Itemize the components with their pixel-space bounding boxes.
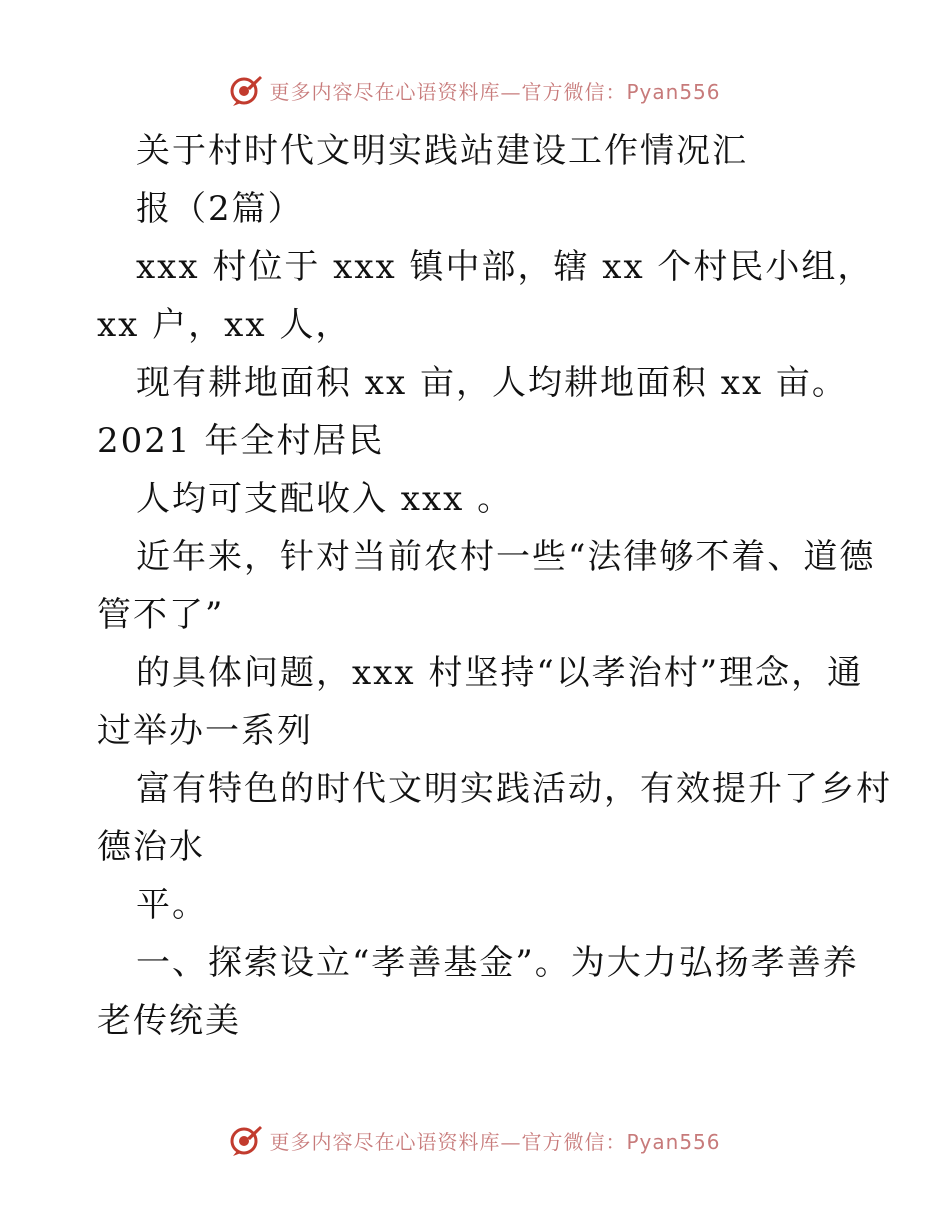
watermark-text-latin: Pyan556 [626, 1129, 721, 1154]
paragraph-line: 过举办一系列 [97, 711, 313, 751]
watermark-text [269, 1126, 720, 1155]
watermark-text-cn: 更多内容尽在心语资料库—官方微信： [269, 1129, 627, 1154]
paragraph-line: 老传统美 [97, 1001, 241, 1041]
section-heading-line: 一、探索设立“孝善基金”。为大力弘扬孝善养 [136, 943, 859, 983]
header-watermark [0, 70, 950, 110]
watermark-logo-icon [229, 1123, 263, 1157]
watermark-text-cn: 更多内容尽在心语资料库—官方微信： [269, 79, 627, 104]
paragraph-line: xxx 村位于 xxx 镇中部，辖 xx 个村民小组， [136, 247, 874, 287]
paragraph-line: 德治水 [97, 827, 205, 867]
paragraph-line: 人均可支配收入 xxx 。 [136, 479, 514, 519]
paragraph-line: 2021 年全村居民 [97, 421, 385, 461]
paragraph-line: 平。 [136, 885, 208, 925]
document-body [97, 122, 892, 1050]
watermark-text-latin: Pyan556 [626, 79, 721, 104]
paragraph-line: 近年来，针对当前农村一些“法律够不着、道德 [136, 537, 876, 577]
paragraph-line: 富有特色的时代文明实践活动，有效提升了乡村 [136, 769, 892, 809]
watermark-text [269, 76, 720, 105]
watermark-logo-icon [229, 73, 263, 107]
paragraph-line: 管不了” [97, 595, 225, 635]
document-title-line-2: 报（2篇） [136, 189, 304, 229]
footer-watermark [0, 1120, 950, 1160]
paragraph-line: xx 户，xx 人， [97, 305, 352, 345]
document-title-line-1: 关于村时代文明实践站建设工作情况汇 [136, 131, 748, 171]
paragraph-line: 现有耕地面积 xx 亩，人均耕地面积 xx 亩。 [136, 363, 848, 403]
paragraph-line: 的具体问题，xxx 村坚持“以孝治村”理念，通 [136, 653, 864, 693]
